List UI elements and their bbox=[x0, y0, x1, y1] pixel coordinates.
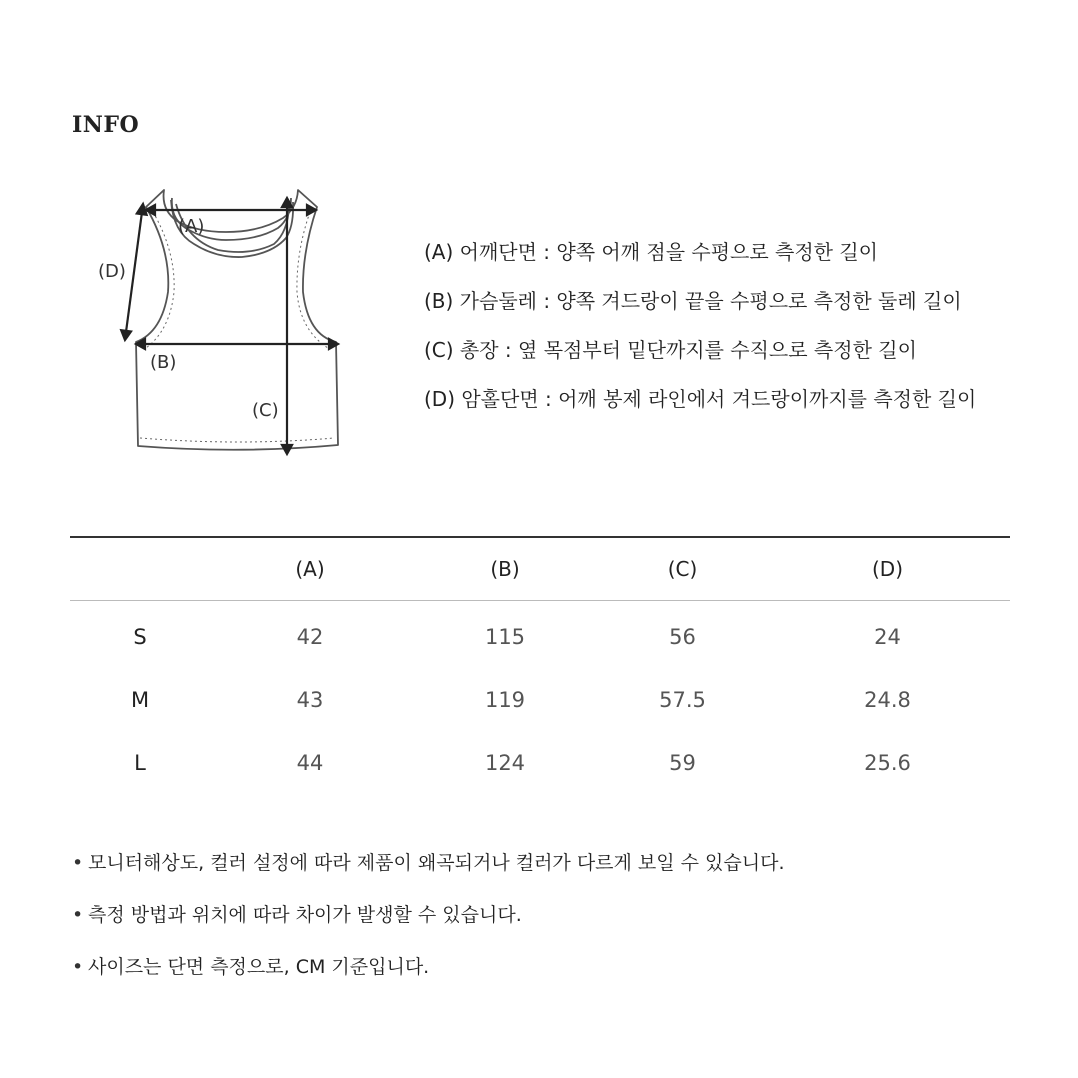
value-b: 115 bbox=[484, 624, 526, 649]
definition-c: (C) 총장 : 옆 목점부터 밑단까지를 수직으로 측정한 길이 bbox=[424, 338, 917, 362]
size-label: M bbox=[130, 687, 150, 712]
value-a: 44 bbox=[296, 750, 324, 775]
list-item bbox=[72, 952, 1032, 982]
definition-a: (A) 어깨단면 : 양쪽 어깨 점을 수평으로 측정한 길이 bbox=[424, 240, 878, 264]
header-size bbox=[70, 537, 210, 601]
bullet-icon: • bbox=[72, 956, 84, 978]
label-a: (A) bbox=[178, 216, 205, 237]
value-d: 25.6 bbox=[864, 750, 911, 775]
list-item bbox=[72, 848, 1032, 878]
value-d: 24 bbox=[874, 624, 901, 649]
note-text: 측정 방법과 위치에 따라 차이가 발생할 수 있습니다. bbox=[88, 904, 522, 926]
label-c: (C) bbox=[252, 400, 279, 421]
label-d: (D) bbox=[98, 261, 126, 282]
definition-b: (B) 가슴둘레 : 양쪽 겨드랑이 끝을 수평으로 측정한 둘레 길이 bbox=[424, 289, 962, 313]
value-b: 119 bbox=[484, 687, 526, 712]
measurement-arrows bbox=[121, 198, 338, 454]
value-d: 24.8 bbox=[864, 687, 911, 712]
size-label: S bbox=[133, 624, 147, 649]
header-b: (B) bbox=[490, 557, 520, 581]
table-row bbox=[70, 601, 1010, 669]
size-table bbox=[70, 536, 1010, 794]
value-b: 124 bbox=[484, 750, 526, 775]
size-label: L bbox=[134, 750, 146, 775]
measurement-definitions bbox=[424, 236, 1044, 432]
label-b: (B) bbox=[150, 352, 177, 373]
value-a: 42 bbox=[296, 624, 324, 649]
header-c: (C) bbox=[667, 557, 698, 581]
value-c: 59 bbox=[669, 750, 696, 775]
table-row bbox=[70, 731, 1010, 794]
page-title: INFO bbox=[72, 112, 140, 138]
table-header-row bbox=[70, 537, 1010, 601]
header-d: (D) bbox=[871, 557, 903, 581]
note-text: 모니터해상도, 컬러 설정에 따라 제품이 왜곡되거나 컬러가 다르게 보일 수 있습니다. bbox=[88, 852, 785, 874]
bullet-icon: • bbox=[72, 904, 84, 926]
tank-top-outline bbox=[136, 190, 338, 450]
garment-measurement-diagram bbox=[90, 180, 360, 460]
value-a: 43 bbox=[296, 687, 324, 712]
bullet-icon: • bbox=[72, 852, 84, 874]
header-a: (A) bbox=[295, 557, 325, 581]
notes-list bbox=[72, 848, 1032, 1004]
table-row bbox=[70, 668, 1010, 731]
note-text: 사이즈는 단면 측정으로, CM 기준입니다. bbox=[88, 956, 430, 978]
definition-d: (D) 암홀단면 : 어깨 봉제 라인에서 겨드랑이까지를 측정한 길이 bbox=[424, 387, 977, 411]
value-c: 56 bbox=[669, 624, 696, 649]
list-item bbox=[72, 900, 1032, 930]
value-c: 57.5 bbox=[659, 687, 706, 712]
